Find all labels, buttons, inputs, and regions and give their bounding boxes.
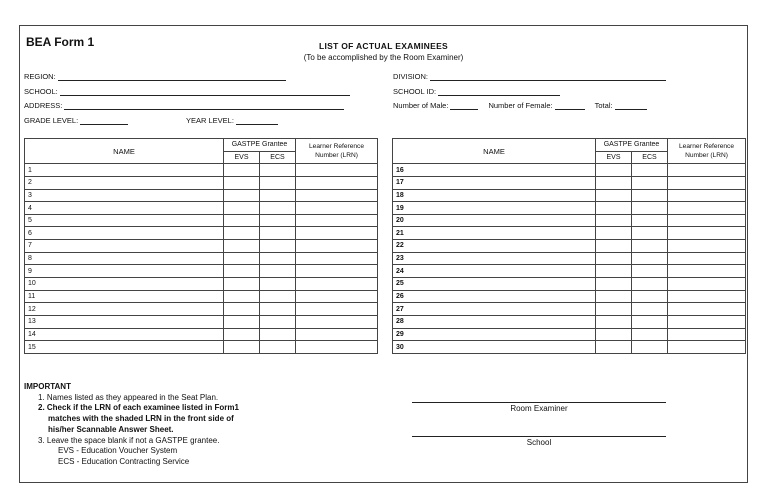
table-row xyxy=(25,252,378,265)
row-number[interactable]: 25 xyxy=(393,278,596,291)
year-level-input-line[interactable] xyxy=(236,116,278,125)
number-male-label: Number of Male: xyxy=(393,101,449,110)
table-row xyxy=(393,278,746,291)
row-number[interactable]: 7 xyxy=(25,240,224,253)
row-number[interactable]: 20 xyxy=(393,214,596,227)
row-number[interactable]: 3 xyxy=(25,189,224,202)
school-input-line[interactable] xyxy=(60,87,350,96)
form-id: BEA Form 1 xyxy=(26,35,95,49)
row-number[interactable]: 27 xyxy=(393,303,596,316)
table-row xyxy=(25,328,378,341)
important-notes xyxy=(24,382,239,468)
examinee-rows-left xyxy=(25,164,378,354)
evs-header: EVS xyxy=(224,151,260,164)
gastpe-header: GASTPE Grantee xyxy=(596,139,668,152)
table-row xyxy=(25,265,378,278)
table-row xyxy=(25,303,378,316)
school-label: SCHOOL: xyxy=(24,87,58,96)
region-input-line[interactable] xyxy=(58,72,286,81)
row-number[interactable]: 1 xyxy=(25,164,224,177)
note-item-3: 3. Leave the space blank if not a GASTPE grantee. xyxy=(38,435,220,445)
name-header: NAME xyxy=(393,139,596,164)
row-number[interactable]: 18 xyxy=(393,189,596,202)
gastpe-header: GASTPE Grantee xyxy=(224,139,296,152)
form-title: LIST OF ACTUAL EXAMINEES xyxy=(318,41,449,51)
row-number[interactable]: 16 xyxy=(393,164,596,177)
note-item-1: 1. Names listed as they appeared in the Seat Plan. xyxy=(38,392,219,402)
region-label: REGION: xyxy=(24,72,56,81)
table-row xyxy=(25,341,378,354)
school-label: School xyxy=(526,438,552,447)
table-row xyxy=(393,176,746,189)
examinee-rows-right xyxy=(393,164,746,354)
table-row xyxy=(393,265,746,278)
row-number[interactable]: 21 xyxy=(393,227,596,240)
table-row xyxy=(393,189,746,202)
note-item-2-cont: matches with the shaded LRN in the front side of xyxy=(48,414,234,424)
name-header: NAME xyxy=(25,139,224,164)
number-female-label: Number of Female: xyxy=(488,101,553,110)
row-number[interactable]: 9 xyxy=(25,265,224,278)
note-item-2-cont: his/her Scannable Answer Sheet. xyxy=(48,424,174,434)
school-id-label: SCHOOL ID: xyxy=(393,87,437,96)
table-row xyxy=(393,328,746,341)
room-examiner-signature-line[interactable] xyxy=(412,402,666,403)
year-level-label: YEAR LEVEL: xyxy=(186,116,234,125)
division-label: DIVISION: xyxy=(393,72,429,81)
table-row xyxy=(25,278,378,291)
year-level-field xyxy=(186,116,278,125)
address-input-line[interactable] xyxy=(64,101,344,110)
examinee-table-left xyxy=(24,138,378,354)
form-sheet xyxy=(19,25,748,483)
address-field xyxy=(24,101,344,110)
table-row xyxy=(25,202,378,215)
table-row xyxy=(393,303,746,316)
table-row xyxy=(393,164,746,177)
division-input-line[interactable] xyxy=(430,72,666,81)
note-item-2: 2. Check if the LRN of each examinee listed in Form1 xyxy=(38,403,239,413)
address-label: ADDRESS: xyxy=(24,101,63,110)
row-number[interactable]: 5 xyxy=(25,214,224,227)
total-input-line[interactable] xyxy=(615,101,647,110)
table-row xyxy=(25,189,378,202)
table-row xyxy=(393,214,746,227)
row-number[interactable]: 23 xyxy=(393,252,596,265)
number-female-input-line[interactable] xyxy=(555,101,585,110)
school-id-input-line[interactable] xyxy=(438,87,560,96)
row-number[interactable]: 2 xyxy=(25,176,224,189)
evs-header: EVS xyxy=(596,151,632,164)
table-row xyxy=(393,240,746,253)
row-number[interactable]: 30 xyxy=(393,341,596,354)
row-number[interactable]: 17 xyxy=(393,176,596,189)
table-row xyxy=(25,164,378,177)
evs-definition: EVS - Education Voucher System xyxy=(58,446,178,456)
row-number[interactable]: 11 xyxy=(25,290,224,303)
table-row xyxy=(25,227,378,240)
row-number[interactable]: 12 xyxy=(25,303,224,316)
row-number[interactable]: 14 xyxy=(25,328,224,341)
grade-level-input-line[interactable] xyxy=(80,116,128,125)
row-number[interactable]: 19 xyxy=(393,202,596,215)
examinee-table-right xyxy=(392,138,746,354)
table-row xyxy=(393,252,746,265)
table-row xyxy=(25,290,378,303)
row-number[interactable]: 24 xyxy=(393,265,596,278)
important-heading: IMPORTANT xyxy=(24,382,71,391)
lrn-header: Learner Reference Number (LRN) xyxy=(668,139,746,164)
table-row xyxy=(25,240,378,253)
number-male-input-line[interactable] xyxy=(450,101,478,110)
table-row xyxy=(25,176,378,189)
grade-level-field xyxy=(24,116,128,125)
table-row xyxy=(393,315,746,328)
form-subtitle: (To be accomplished by the Room Examiner) xyxy=(303,53,464,62)
table-row xyxy=(393,341,746,354)
row-number[interactable]: 29 xyxy=(393,328,596,341)
school-id-field xyxy=(393,87,560,96)
row-number[interactable]: 15 xyxy=(25,341,224,354)
row-number[interactable]: 22 xyxy=(393,240,596,253)
ecs-header: ECS xyxy=(632,151,668,164)
row-number[interactable]: 10 xyxy=(25,278,224,291)
grade-level-label: GRADE LEVEL: xyxy=(24,116,79,125)
lrn-header: Learner Reference Number (LRN) xyxy=(296,139,378,164)
ecs-definition: ECS - Education Contracting Service xyxy=(58,456,190,466)
school-signature-line[interactable] xyxy=(412,436,666,437)
room-examiner-label: Room Examiner xyxy=(510,404,568,413)
row-number[interactable]: 13 xyxy=(25,315,224,328)
enrollment-counts-field xyxy=(393,101,647,110)
region-field xyxy=(24,72,286,81)
total-label: Total: xyxy=(594,101,613,110)
row-number[interactable]: 26 xyxy=(393,290,596,303)
table-row xyxy=(393,290,746,303)
ecs-header: ECS xyxy=(260,151,296,164)
table-row xyxy=(25,214,378,227)
school-field xyxy=(24,87,350,96)
row-number[interactable]: 8 xyxy=(25,252,224,265)
table-row xyxy=(25,315,378,328)
table-row xyxy=(393,202,746,215)
division-field xyxy=(393,72,666,81)
table-row xyxy=(393,227,746,240)
row-number[interactable]: 4 xyxy=(25,202,224,215)
row-number[interactable]: 28 xyxy=(393,315,596,328)
row-number[interactable]: 6 xyxy=(25,227,224,240)
